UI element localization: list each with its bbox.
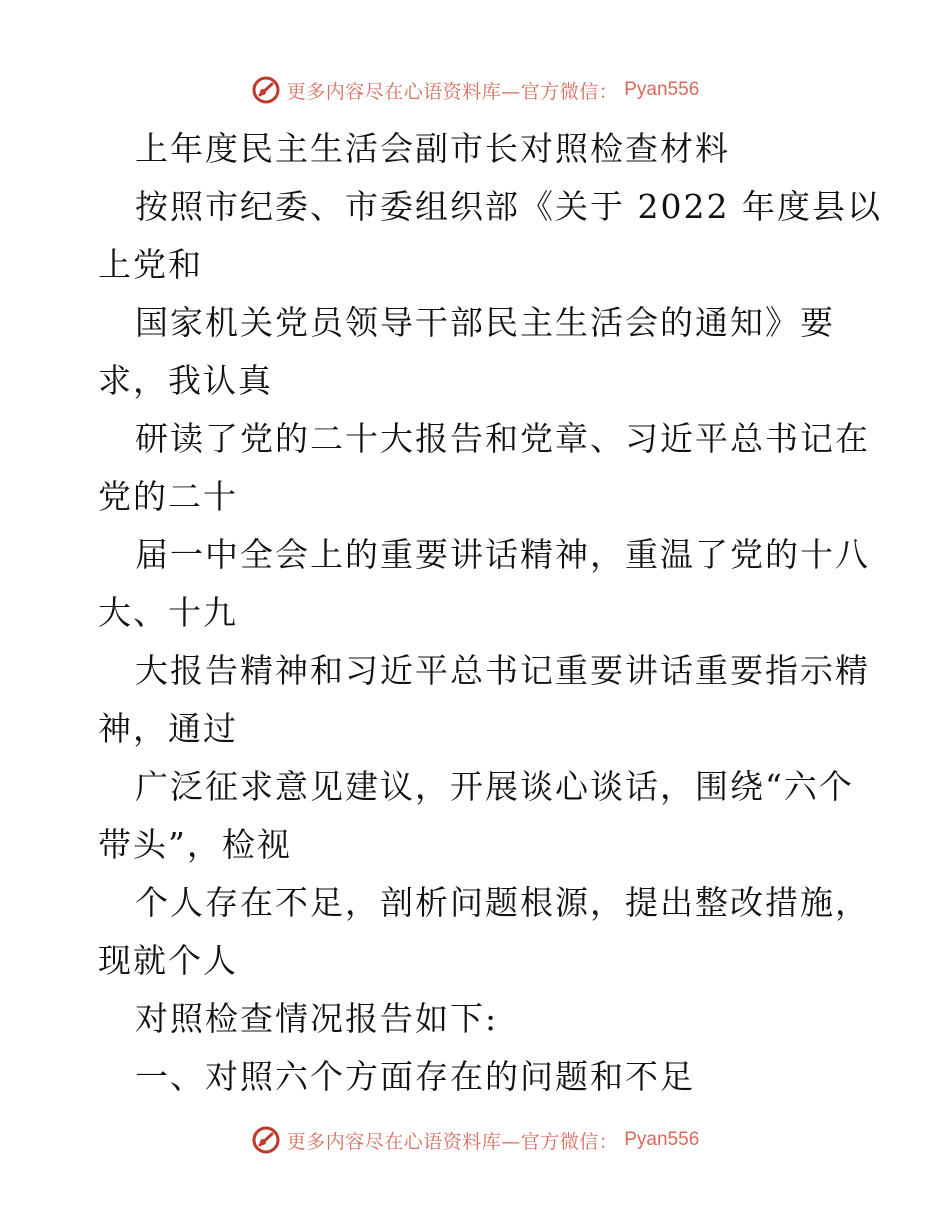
paragraph-line: 研读了党的二十大报告和党章、习近平总书记在 bbox=[135, 419, 870, 458]
watermark-text: 更多内容尽在心语资料库—官方微信： bbox=[286, 1130, 619, 1153]
paragraph-line: 国家机关党员领导干部民主生活会的通知》要 bbox=[135, 303, 835, 342]
paragraph-line: 带头”，检视 bbox=[98, 825, 292, 864]
paragraph-line: 求，我认真 bbox=[98, 361, 273, 400]
watermark-header bbox=[0, 70, 950, 110]
paragraph-line: 大报告精神和习近平总书记重要讲话重要指示精 bbox=[135, 651, 870, 690]
document-body bbox=[98, 120, 882, 1106]
watermark-text: 更多内容尽在心语资料库—官方微信： bbox=[286, 80, 619, 103]
paragraph-line: 个人存在不足，剖析问题根源，提出整改措施， bbox=[135, 883, 870, 922]
watermark-wechat-id: Pyan556 bbox=[624, 1129, 700, 1150]
paragraph-line: 大、十九 bbox=[98, 593, 238, 632]
paragraph-line: 党的二十 bbox=[98, 477, 238, 516]
paragraph-line: 神，通过 bbox=[98, 709, 238, 748]
section-heading: 一、对照六个方面存在的问题和不足 bbox=[135, 1057, 695, 1096]
paragraph-line: 现就个人 bbox=[98, 941, 238, 980]
paragraph-line: 广泛征求意见建议，开展谈心谈话，围绕“六个 bbox=[135, 767, 854, 806]
brand-logo-icon bbox=[251, 75, 281, 105]
brand-logo-icon bbox=[251, 1125, 281, 1155]
paragraph-line: 对照检查情况报告如下: bbox=[135, 999, 499, 1038]
paragraph-line: 届一中全会上的重要讲话精神，重温了党的十八 bbox=[135, 535, 870, 574]
paragraph-line: 上党和 bbox=[98, 245, 203, 284]
watermark-footer bbox=[0, 1120, 950, 1160]
paragraph-line: 按照市纪委、市委组织部《关于 2022 年度县以 bbox=[135, 187, 882, 226]
watermark-wechat-id: Pyan556 bbox=[624, 79, 700, 100]
document-title: 上年度民主生活会副市长对照检查材料 bbox=[135, 129, 730, 168]
